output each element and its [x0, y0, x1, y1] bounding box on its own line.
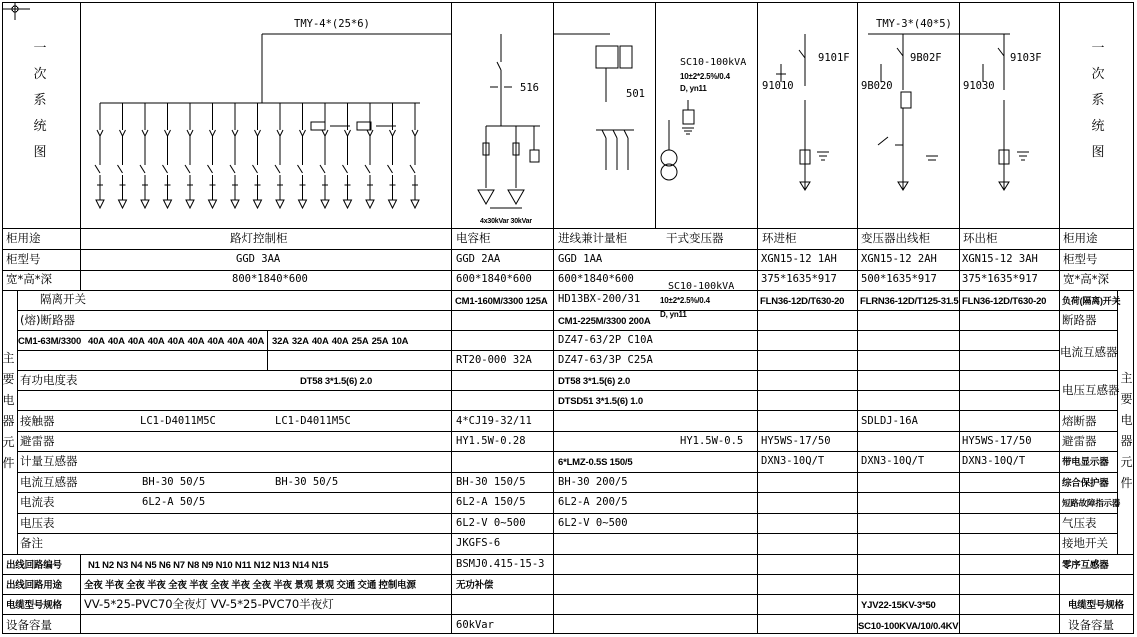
cable-c1: VV-5*25-PVC70全夜灯 VV-5*25-PVC70半夜灯	[84, 597, 334, 611]
energy-c1: DT58 3*1.5(6) 2.0	[300, 376, 373, 387]
arrester-c2: HY1.5W-0.28	[456, 435, 526, 447]
cable-c6: YJV22-15KV-3*50	[861, 600, 936, 611]
row-label-capacity: 设备容量	[6, 618, 52, 632]
c7-label-b: 91030	[963, 80, 995, 92]
use-r: 柜用途	[1063, 231, 1098, 245]
c6-label-b: 9B020	[861, 80, 893, 92]
cable-r: 电缆型号规格	[1068, 600, 1124, 611]
arrester-r: 避雷器	[1062, 434, 1097, 448]
mt-c3: 6*LMZ-0.5S 150/5	[558, 457, 633, 468]
contactor-c1b: LC1-D4011M5C	[275, 415, 351, 427]
isolator-c3: HD13BX-200/31	[558, 293, 641, 305]
group-label-right-char: 元	[1120, 455, 1133, 469]
row-label-energy: 有功电度表	[20, 373, 78, 387]
ct-c1a: BH-30 50/5	[142, 476, 206, 488]
row-label-isolator: 隔离开关	[40, 292, 86, 306]
am-r: 短路故障指示器	[1062, 498, 1121, 508]
isolator-c6: FLRN36-12D/T125-31.5	[860, 296, 959, 307]
model-c7: XGN15-12 3AH	[962, 253, 1038, 265]
c3-number: 501	[626, 88, 645, 100]
group-label-left-char: 电	[2, 393, 15, 407]
ct-r: 综合保护器	[1062, 478, 1109, 489]
group-label-right-char: 要	[1120, 392, 1133, 406]
use-c5: 环进柜	[762, 231, 797, 245]
cm1-values-1: 40A 40A 40A 40A 40A 40A 40A 40A 40A	[88, 336, 265, 347]
group-label-left-char: 元	[2, 435, 15, 449]
contactor-r: 熔断器	[1062, 414, 1097, 428]
row-label-circuit-use: 出线回路用途	[6, 580, 62, 591]
size-c1: 800*1840*600	[232, 273, 308, 285]
arrester-c4: HY1.5W-0.5	[680, 435, 744, 447]
group-label-left-char: 要	[2, 372, 15, 386]
xfmr-table-3: D, yn11	[660, 310, 687, 319]
cm1-c3b: DZ47-63/3P C25A	[558, 354, 653, 366]
circuit-use-c2: 无功补偿	[456, 580, 494, 591]
row-label-note: 备注	[20, 536, 43, 550]
row-label-cable: 电缆型号规格	[6, 600, 62, 611]
c5-label-a: 9101F	[818, 52, 850, 64]
contactor-c2: 4*CJ19-32/11	[456, 415, 532, 427]
side-title-left-char: 次	[33, 67, 47, 82]
arrester-c7: HY5WS-17/50	[962, 435, 1032, 447]
use-c2: 电容柜	[456, 231, 491, 245]
xfmr-label-1: SC10-100kVA	[680, 57, 747, 68]
vm-c3: 6L2-V 0~500	[558, 517, 628, 529]
side-title-right-char: 系	[1091, 93, 1105, 108]
note-r: 接地开关	[1062, 536, 1108, 550]
side-title-left-char: 统	[33, 119, 47, 134]
row-label-breaker: (熔)断路器	[20, 313, 75, 327]
side-title-right-char: 一	[1091, 41, 1105, 56]
capacity-c6: SC10-100KVA/10/0.4KV	[858, 621, 959, 632]
group-label-right	[1118, 368, 1135, 494]
c2-number: 516	[520, 82, 539, 94]
row-label-cm1: CM1-63M/3300	[18, 336, 82, 347]
group-label-left	[0, 348, 17, 474]
capacity-c2: 60kVar	[456, 619, 494, 631]
circuit-use-c1: 全夜 半夜 全夜 半夜 全夜 半夜 全夜 半夜 全夜 半夜 景观 景观 交通 交通 控制电源	[84, 580, 416, 591]
mt-c6: DXN3-10Q/T	[861, 455, 925, 467]
row-label-arrester: 避雷器	[20, 434, 55, 448]
row-label-ct: 电流互感器	[20, 475, 78, 489]
use-c4: 干式变压器	[666, 231, 724, 245]
cap-small-label: 4x30kVar 30kVar	[480, 218, 532, 225]
energy-r: 电压互感器	[1062, 383, 1120, 397]
side-title-left-char: 图	[33, 145, 47, 160]
mt-c5: DXN3-10Q/T	[761, 455, 825, 467]
energy-c3a: DT58 3*1.5(6) 2.0	[558, 376, 631, 387]
am-c2: 6L2-A 150/5	[456, 496, 526, 508]
group-label-right-char: 电	[1120, 413, 1133, 427]
ct-c2: BH-30 150/5	[456, 476, 526, 488]
model-c3: GGD 1AA	[558, 253, 603, 265]
note-c2: JKGFS-6	[456, 537, 501, 549]
size-c2: 600*1840*600	[456, 273, 532, 285]
vm-c2: 6L2-V 0~500	[456, 517, 526, 529]
group-label-left-char: 器	[2, 414, 15, 428]
group-label-right-char: 主	[1120, 371, 1133, 385]
side-title-left-char: 一	[33, 41, 47, 56]
model-r: 柜型号	[1063, 252, 1098, 266]
cm1-r: 电流互感器	[1060, 345, 1118, 359]
xfmr-table-2: 10±2*2.5%/0.4	[660, 296, 710, 305]
group-label-right-char: 器	[1120, 434, 1133, 448]
breaker-r: 断路器	[1062, 313, 1097, 327]
model-c5: XGN15-12 1AH	[761, 253, 837, 265]
contactor-c6: SDLDJ-16A	[861, 415, 918, 427]
side-title-left	[30, 36, 50, 166]
cm1-c2: RT20-000 32A	[456, 354, 532, 366]
isolator-r: 负荷(隔离)开关	[1062, 296, 1121, 306]
size-c7: 375*1635*917	[962, 273, 1038, 285]
group-label-left-char: 件	[2, 456, 15, 470]
circuit-no-c2: BSMJ0.415-15-3	[456, 558, 545, 570]
row-label-model: 柜型号	[6, 252, 41, 266]
xfmr-table-1: SC10-100kVA	[668, 281, 735, 292]
use-c7: 环出柜	[963, 231, 998, 245]
busbar-label-left: TMY-4*(25*6)	[294, 18, 370, 30]
circuit-no-r: 零序互感器	[1062, 560, 1109, 571]
busbar-label-right: TMY-3*(40*5)	[876, 18, 952, 30]
breaker-c3: CM1-225M/3300 200A	[558, 316, 651, 327]
side-title-right	[1088, 36, 1108, 166]
size-r: 宽*高*深	[1063, 272, 1109, 286]
model-c2: GGD 2AA	[456, 253, 501, 265]
group-label-left-char: 主	[2, 351, 15, 365]
ct-c3: BH-30 200/5	[558, 476, 628, 488]
xfmr-label-2: 10±2*2.5%/0.4	[680, 72, 730, 81]
use-c3: 进线兼计量柜	[558, 231, 627, 245]
c6-label-a: 9B02F	[910, 52, 942, 64]
model-c1: GGD 3AA	[236, 253, 281, 265]
ct-c1b: BH-30 50/5	[275, 476, 339, 488]
row-label-vm: 电压表	[20, 516, 55, 530]
side-title-right-char: 次	[1091, 67, 1105, 82]
am-c1: 6L2-A 50/5	[142, 496, 206, 508]
group-label-right-char: 件	[1120, 476, 1133, 490]
arrester-c5: HY5WS-17/50	[761, 435, 831, 447]
row-label-am: 电流表	[20, 495, 55, 509]
side-title-right-char: 统	[1091, 119, 1105, 134]
row-label-use: 柜用途	[6, 231, 41, 245]
use-c6: 变压器出线柜	[861, 231, 930, 245]
isolator-c5: FLN36-12D/T630-20	[760, 296, 845, 307]
side-title-left-char: 系	[33, 93, 47, 108]
energy-c3b: DTSD51 3*1.5(6) 1.0	[558, 396, 643, 407]
isolator-c2: CM1-160M/3300 125A	[455, 296, 548, 307]
row-label-size: 宽*高*深	[6, 272, 52, 286]
side-title-right-char: 图	[1091, 145, 1105, 160]
row-label-circuit-no: 出线回路编号	[6, 560, 62, 571]
use-c1: 路灯控制柜	[230, 231, 288, 245]
model-c6: XGN15-12 2AH	[861, 253, 937, 265]
am-c3: 6L2-A 200/5	[558, 496, 628, 508]
c5-label-b: 91010	[762, 80, 794, 92]
isolator-c7: FLN36-12D/T630-20	[962, 296, 1047, 307]
row-label-contactor: 接触器	[20, 414, 55, 428]
size-c6: 500*1635*917	[861, 273, 937, 285]
cm1-c3a: DZ47-63/2P C10A	[558, 334, 653, 346]
row-label-mt: 计量互感器	[20, 454, 78, 468]
mt-c7: DXN3-10Q/T	[962, 455, 1026, 467]
size-c3: 600*1840*600	[558, 273, 634, 285]
mt-r: 带电显示器	[1062, 457, 1109, 468]
cm1-values-2: 32A 32A 40A 40A 25A 25A 10A	[272, 336, 409, 347]
circuit-no-c1: N1 N2 N3 N4 N5 N6 N7 N8 N9 N10 N11 N12 N13 N14 N15	[88, 560, 329, 571]
contactor-c1a: LC1-D4011M5C	[140, 415, 216, 427]
xfmr-label-3: D, yn11	[680, 84, 707, 93]
capacity-r: 设备容量	[1068, 618, 1114, 632]
vm-r: 气压表	[1062, 516, 1097, 530]
size-c5: 375*1635*917	[761, 273, 837, 285]
c7-label-a: 9103F	[1010, 52, 1042, 64]
